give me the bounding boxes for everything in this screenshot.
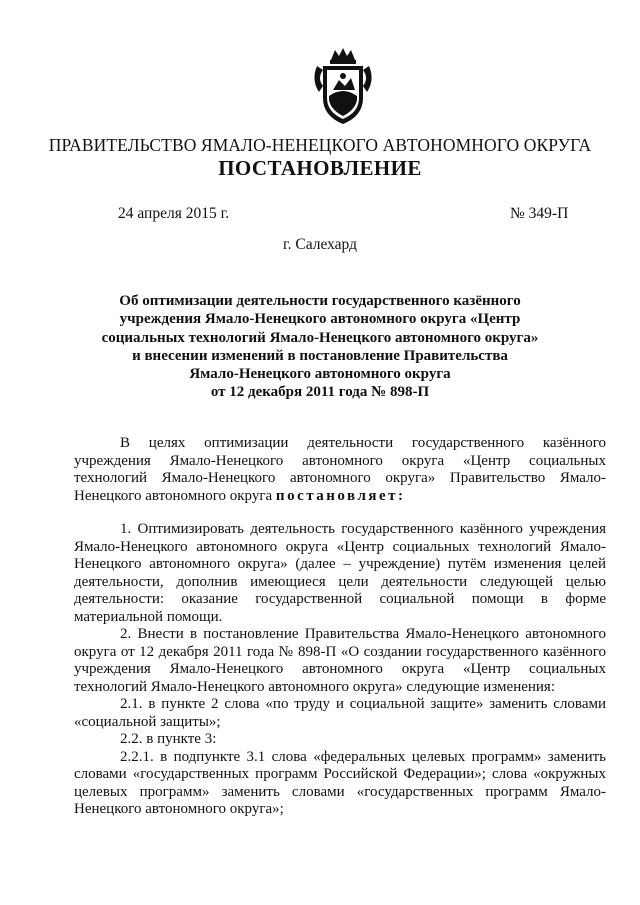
document-date: 24 апреля 2015 г. [118,205,230,222]
title-line: от 12 декабря 2011 года № 898-П [210,384,430,401]
document-title [80,292,560,402]
organization-name: ПРАВИТЕЛЬСТВО ЯМАЛО-НЕНЕЦКОГО АВТОНОМНОГО ОКРУГА [48,135,592,155]
decree-word: постановляет: [275,487,406,504]
document-city: г. Салехард [283,236,357,253]
clause-2: 2. Внести в постановление Правительства Ямало-Ненецкого автономного округа от 12 декабря 2011 года № 898-П «О создании государственного казённого учреждения Ямало-Ненецкого автономного округа «Центр социальных технологий Ямало-Ненецкого автономного округа» следующие изменения: [74,626,606,695]
preamble-text: В целях оптимизации деятельности государственного казённого учреждения Ямало-Ненецкого автономного округа «Центр социальных технологий Ямало-Ненецкого автономного округа» Правительство Ямало-Ненецкого автономного округа [74,435,606,504]
document-type: ПОСТАНОВЛЕНИЕ [218,156,422,180]
title-line: социальных технологий Ямало-Ненецкого автономного округа» [101,329,539,346]
clause-2-2-1: 2.2.1. в подпункте 3.1 слова «федеральных целевых программ» заменить словами «государственных программ Российской Федерации»; слова «окружных целевых программ» заменить словами «государственных программ Ямало-Ненецкого автономного округа»; [74,748,606,817]
title-line: и внесении изменений в постановление Правительства [132,347,508,364]
title-line: Об оптимизации деятельности государственного казённого [119,293,521,309]
title-line: учреждения Ямало-Ненецкого автономного округа «Центр [119,311,521,328]
document-body [74,435,606,819]
document-number: № 349-П [510,205,569,222]
clause-2-1: 2.1. в пункте 2 слова «по труду и социальной защите» заменить словами «социальной защиты»; [74,696,606,730]
preamble-paragraph [74,435,606,505]
title-line: Ямало-Ненецкого автономного округа [189,366,451,383]
clause-1: 1. Оптимизировать деятельность государственного казённого учреждения Ямало-Ненецкого автономного округа «Центр социальных технологий Ямало-Ненецкого автономного округа» (далее – учреждение) путём изменения целей деятельности, дополнив имеющиеся цели деятельности следующей целью деятельности: оказание государственной социальной помощи в форме материальной помощи. [74,521,606,625]
clause-2-2: 2.2. в пункте 3: [120,731,217,747]
coat-of-arms-emblem [309,46,377,128]
